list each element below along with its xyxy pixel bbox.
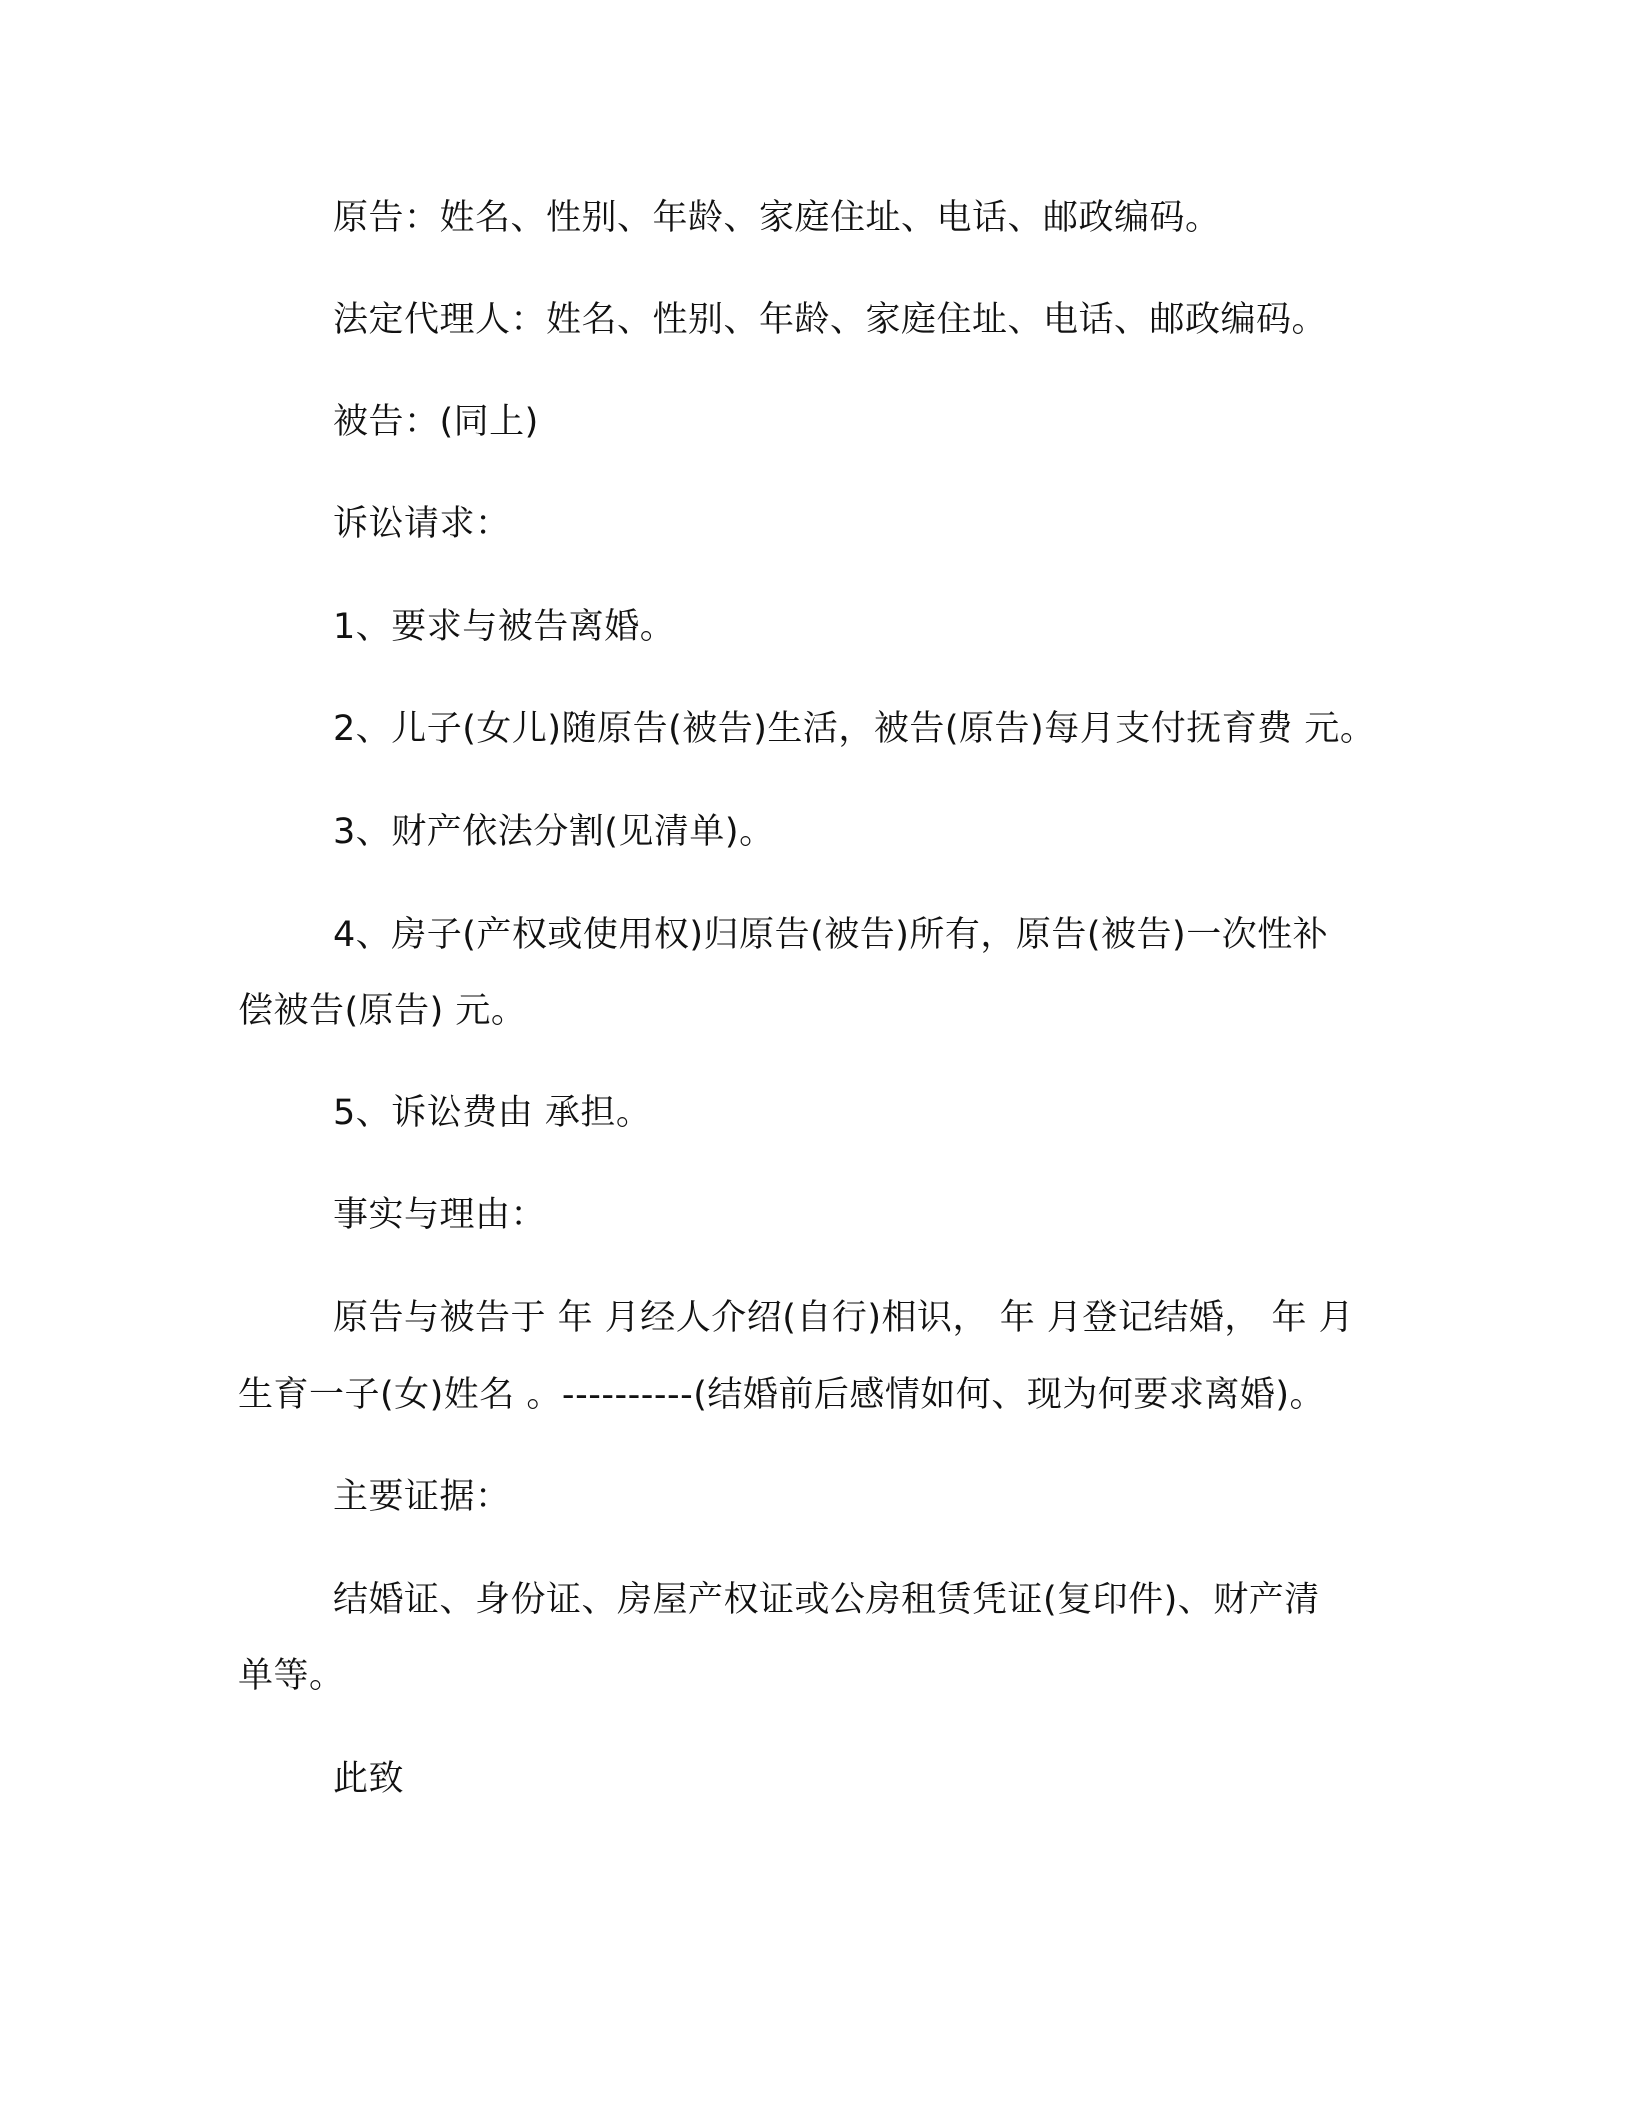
- facts-heading: 事实与理由：: [333, 1195, 547, 1235]
- facts-paragraph-line-1: 原告与被告于 年 月经人介绍(自行)相识， 年 月登记结婚， 年 月: [333, 1298, 1355, 1338]
- claim-item-3: 3、财产依法分割(见清单)。: [333, 812, 775, 852]
- claim-item-2: 2、儿子(女儿)随原告(被告)生活，被告(原告)每月支付抚育费 元。: [333, 709, 1376, 749]
- claim-item-1: 1、要求与被告离婚。: [333, 607, 676, 647]
- legal-representative-line: 法定代理人：姓名、性别、年龄、家庭住址、电话、邮政编码。: [333, 300, 1328, 340]
- evidence-line-2: 单等。: [238, 1656, 345, 1696]
- evidence-heading: 主要证据：: [333, 1477, 511, 1517]
- closing-text: 此致: [333, 1759, 405, 1799]
- evidence-line-1: 结婚证、身份证、房屋产权证或公房租赁凭证(复印件)、财产清: [333, 1580, 1320, 1620]
- facts-paragraph-line-2: 生育一子(女)姓名 。----------(结婚前后感情如何、现为何要求离婚)。: [238, 1375, 1326, 1415]
- claims-heading: 诉讼请求：: [333, 504, 511, 544]
- claim-item-5: 5、诉讼费由 承担。: [333, 1093, 652, 1133]
- defendant-line: 被告：(同上): [333, 402, 539, 442]
- claim-item-4: 4、房子(产权或使用权)归原告(被告)所有，原告(被告)一次性补: [333, 915, 1329, 955]
- claim-item-4-continuation: 偿被告(原告) 元。: [238, 991, 527, 1031]
- plaintiff-line: 原告：姓名、性别、年龄、家庭住址、电话、邮政编码。: [333, 198, 1221, 238]
